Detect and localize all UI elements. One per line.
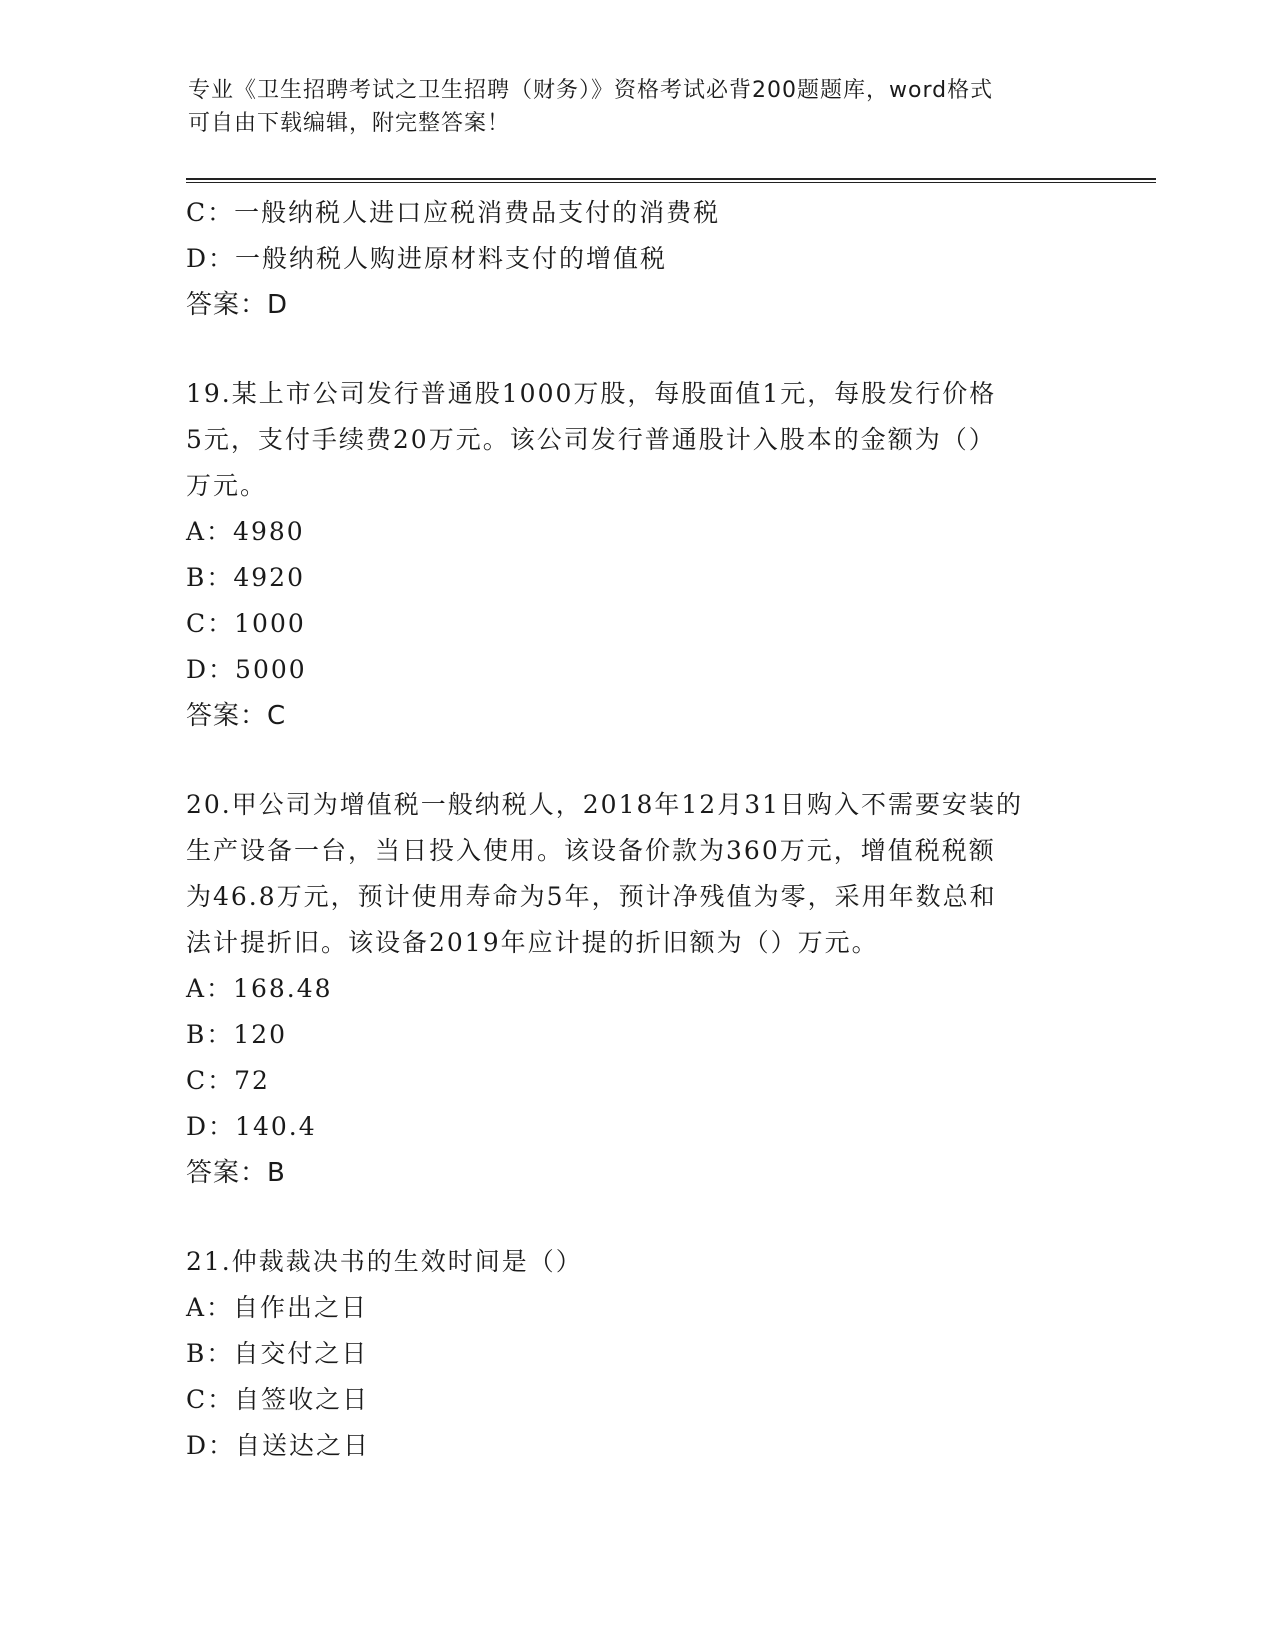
question-19 <box>186 371 1086 739</box>
option-b: B：自交付之日 <box>186 1339 369 1368</box>
option-c: C：自签收之日 <box>186 1385 370 1414</box>
option-a: A：168.48 <box>186 974 333 1003</box>
question-text-line: 法计提折旧。该设备2019年应计提的折旧额为（）万元。 <box>186 928 879 957</box>
question-text-line: 19.某上市公司发行普通股1000万股，每股面值1元，每股发行价格 <box>186 379 997 408</box>
question-text-line: 万元。 <box>186 471 268 500</box>
answer-line: 答案：D <box>186 290 289 320</box>
question-text-line: 20.甲公司为增值税一般纳税人，2018年12月31日购入不需要安装的 <box>186 790 1024 819</box>
header-line-1: 专业《卫生招聘考试之卫生招聘（财务）》资格考试必背200题题库，word格式 <box>188 78 994 103</box>
question-text-line: 21.仲裁裁决书的生效时间是（） <box>186 1247 583 1276</box>
answer-line: 答案：C <box>186 701 287 731</box>
option-b: B：4920 <box>186 563 305 592</box>
option-c: C：1000 <box>186 609 306 638</box>
option-a: A：4980 <box>186 517 305 546</box>
previous-question-tail <box>186 190 1086 328</box>
question-text-line: 5元，支付手续费20万元。该公司发行普通股计入股本的金额为（） <box>186 425 996 454</box>
header-line-2: 可自由下载编辑，附完整答案！ <box>188 111 511 136</box>
option-a: A：自作出之日 <box>186 1293 369 1322</box>
option-d: D：5000 <box>186 655 307 684</box>
question-content <box>186 190 1086 1469</box>
question-text-line: 生产设备一台，当日投入使用。该设备价款为360万元，增值税税额 <box>186 836 996 865</box>
question-21 <box>186 1239 1086 1469</box>
option-d: D：自送达之日 <box>186 1431 371 1460</box>
option-c: C：72 <box>186 1066 270 1095</box>
option-c: C：一般纳税人进口应税消费品支付的消费税 <box>186 198 721 227</box>
option-b: B：120 <box>186 1020 288 1049</box>
option-d: D：一般纳税人购进原材料支付的增值税 <box>186 244 668 273</box>
question-20 <box>186 782 1086 1196</box>
question-text-line: 为46.8万元，预计使用寿命为5年，预计净残值为零，采用年数总和 <box>186 882 997 911</box>
option-d: D：140.4 <box>186 1112 317 1141</box>
document-header <box>188 74 1088 140</box>
answer-line: 答案：B <box>186 1158 286 1188</box>
header-divider <box>186 178 1156 183</box>
